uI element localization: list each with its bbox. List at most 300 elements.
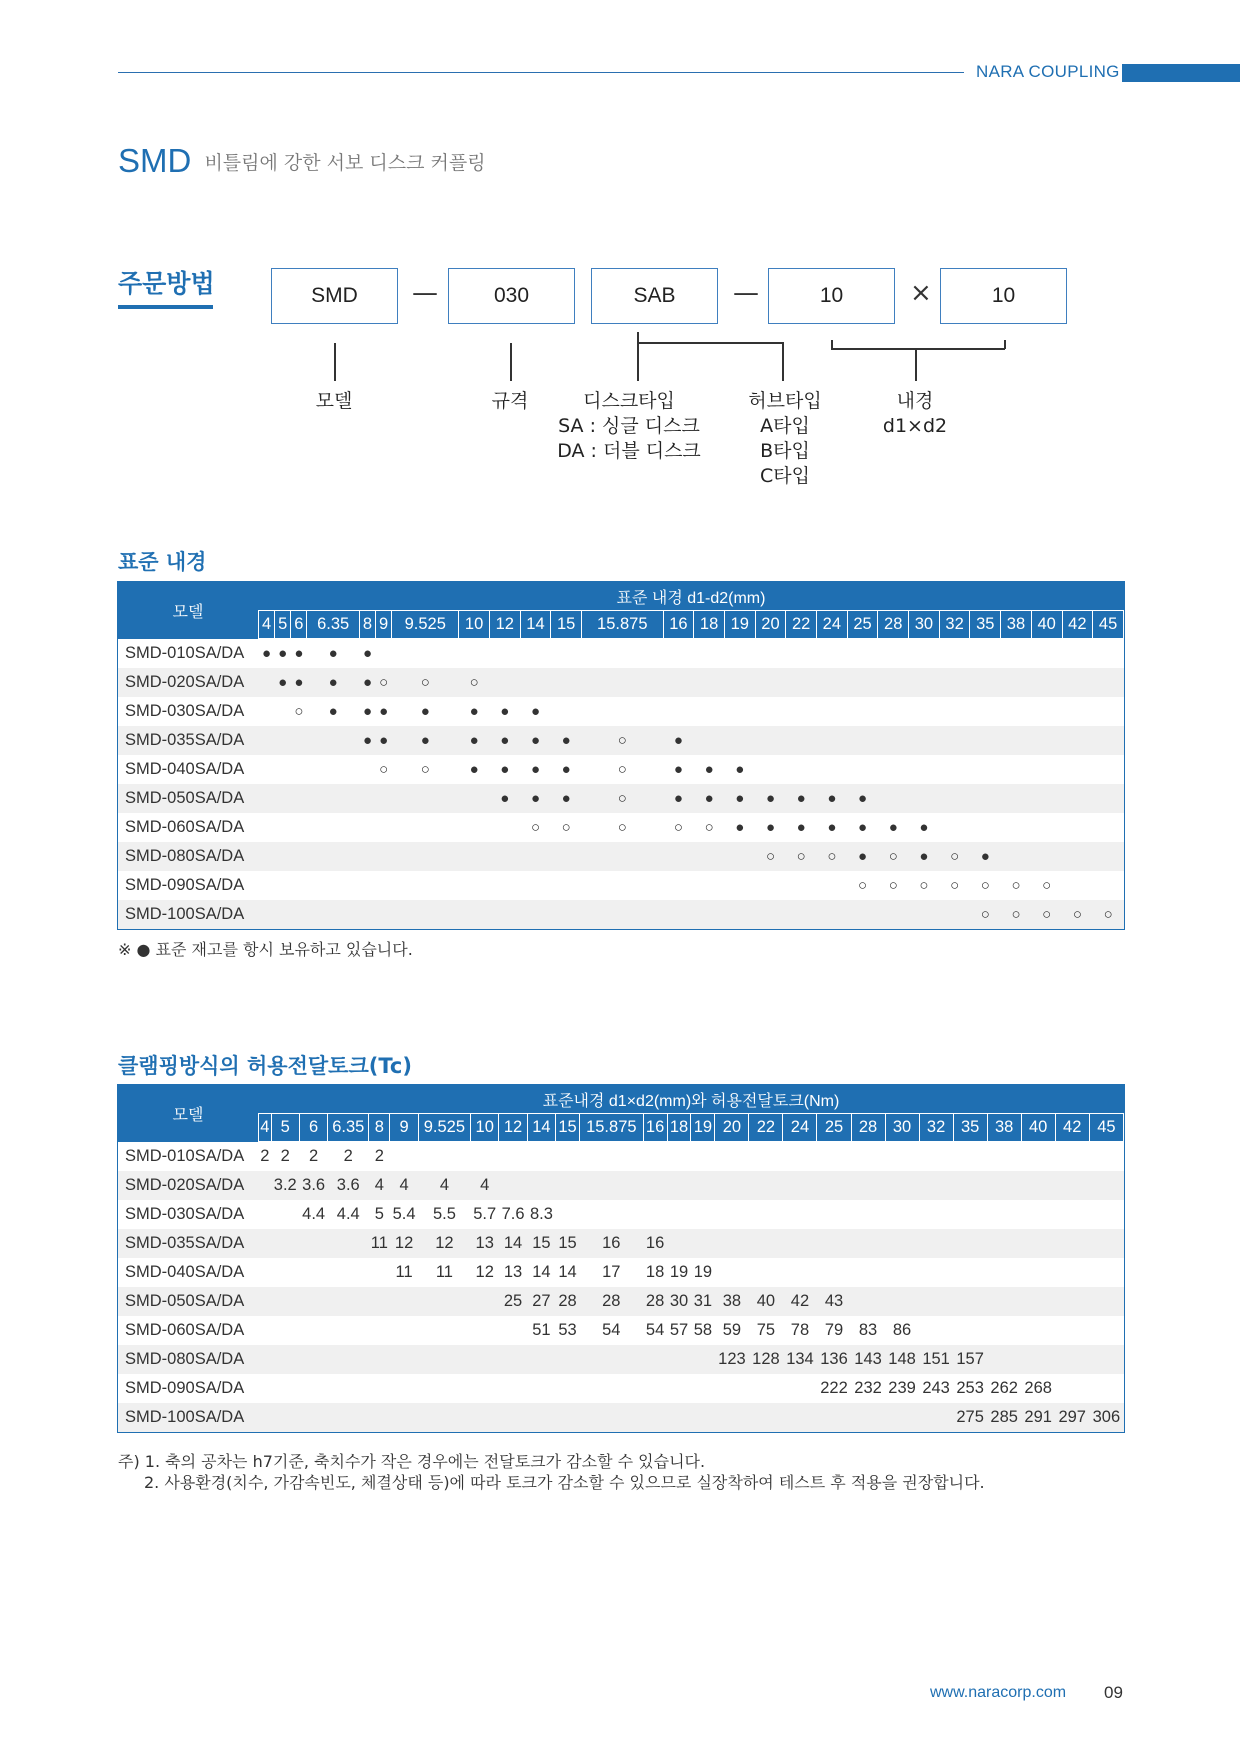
table-cell [643, 1374, 667, 1403]
label-hub-type [735, 389, 835, 489]
table-cell [259, 1403, 272, 1432]
table-cell [1062, 639, 1093, 669]
table-cell: 58 [693, 1321, 713, 1339]
table-cell: 30 [667, 1287, 691, 1316]
table-cell [749, 1258, 783, 1287]
table-cell [259, 1345, 272, 1374]
table-cell [749, 1200, 783, 1229]
table-cell [987, 1171, 1021, 1200]
table-cell [551, 871, 582, 900]
table-cell [291, 871, 307, 900]
table-cell [299, 1258, 327, 1287]
table-cell: ● [459, 726, 490, 755]
table-cell: 5 [374, 1205, 384, 1223]
table-cell [783, 1374, 817, 1403]
bore-table-model-header: 모델 [118, 582, 259, 639]
bore-table-column-headers [118, 611, 1124, 639]
table-cell: 4.4 [336, 1205, 360, 1223]
table-cell [817, 755, 848, 784]
table-cell: ● [673, 761, 683, 778]
table-cell [953, 1171, 987, 1200]
table-cell [1093, 639, 1124, 669]
table-cell [1031, 813, 1062, 842]
label-bore-title: 내경 [896, 390, 934, 412]
table-cell: 13 [471, 1229, 499, 1258]
table-cell [459, 813, 490, 842]
table-cell [694, 668, 725, 697]
torque-note-1: 주) 1. 축의 공차는 h7기준, 축치수가 작은 경우에는 전달토크가 감소할 수 있습니다. [118, 1452, 706, 1471]
torque-table [118, 1085, 1124, 1432]
table-cell [489, 871, 520, 900]
table-cell [392, 871, 459, 900]
table-cell [1001, 668, 1032, 697]
header-rule [118, 72, 964, 73]
table-cell [259, 755, 275, 784]
table-cell [817, 1142, 851, 1172]
label-hub-type-b: B타입 [760, 440, 810, 462]
title-model: SMD [118, 142, 192, 179]
table-cell [418, 1374, 470, 1403]
column-header: 16 [663, 611, 694, 639]
table-cell [1062, 668, 1093, 697]
table-row [118, 1258, 1124, 1287]
table-cell [291, 784, 307, 813]
connector-model [334, 343, 336, 381]
column-header: 25 [817, 1114, 851, 1142]
table-cell [359, 871, 375, 900]
table-cell [369, 1287, 390, 1316]
table-row [118, 639, 1124, 669]
table-cell [291, 726, 307, 755]
table-cell [275, 697, 291, 726]
table-cell [471, 1316, 499, 1345]
table-cell: 28 [643, 1287, 667, 1316]
table-cell: ○ [919, 877, 929, 894]
table-cell [390, 1287, 418, 1316]
table-cell [663, 871, 694, 900]
table-cell: ○ [420, 761, 430, 778]
table-cell: 11 [395, 1263, 413, 1281]
table-cell [878, 755, 909, 784]
table-cell: ○ [950, 877, 960, 894]
table-cell [939, 726, 970, 755]
table-cell [580, 1374, 644, 1403]
table-cell: ● [847, 842, 878, 871]
table-cell [1055, 1200, 1089, 1229]
table-cell [847, 755, 878, 784]
table-cell: ○ [970, 900, 1001, 929]
table-cell [909, 784, 940, 813]
table-cell: 243 [922, 1379, 950, 1397]
label-bore-format: d1×d2 [882, 415, 948, 437]
table-cell: ○ [939, 842, 970, 871]
order-heading: 주문방법 [118, 269, 215, 298]
table-cell [1031, 726, 1062, 755]
table-cell [1089, 1200, 1123, 1229]
column-header: 35 [970, 611, 1001, 639]
column-header: 8 [359, 611, 375, 639]
table-cell: 5.4 [392, 1205, 416, 1223]
table-cell [580, 1171, 644, 1200]
table-cell [1062, 726, 1093, 755]
table-cell: 25 [499, 1287, 527, 1316]
table-cell [376, 784, 392, 813]
table-cell [299, 1316, 327, 1345]
table-cell [691, 1229, 715, 1258]
table-cell: ○ [980, 877, 990, 894]
table-cell [885, 1287, 919, 1316]
table-cell [580, 1403, 644, 1432]
table-cell [1055, 1229, 1089, 1258]
table-cell: ○ [530, 819, 540, 836]
table-cell: 291 [1021, 1403, 1055, 1432]
column-header: 5 [275, 611, 291, 639]
table-cell [878, 784, 909, 813]
table-cell [1021, 1142, 1055, 1172]
table-cell [909, 900, 940, 929]
torque-table-model-header: 모델 [118, 1085, 259, 1142]
table-cell: 14 [532, 1263, 551, 1281]
table-cell [1055, 1171, 1089, 1200]
table-cell [275, 755, 291, 784]
table-row [118, 1287, 1124, 1316]
table-row [118, 1316, 1124, 1345]
table-cell [786, 755, 817, 784]
table-cell [299, 1229, 327, 1258]
table-cell: ● [704, 761, 714, 778]
table-cell [1055, 1142, 1089, 1172]
table-cell [939, 668, 970, 697]
table-cell: ○ [878, 842, 909, 871]
table-cell: 12 [390, 1229, 418, 1258]
row-model: SMD-040SA/DA [125, 1263, 245, 1281]
table-cell [471, 1403, 499, 1432]
footer-url[interactable]: www.naracorp.com [930, 1684, 1067, 1701]
table-row [118, 697, 1124, 726]
table-cell [987, 1316, 1021, 1345]
table-cell [786, 639, 817, 669]
table-cell [307, 813, 360, 842]
table-cell: ○ [582, 784, 664, 813]
table-cell: 157 [953, 1345, 987, 1374]
table-row [118, 1374, 1124, 1403]
table-cell [1031, 755, 1062, 784]
table-cell [919, 1258, 953, 1287]
label-hub-type-a: A타입 [760, 415, 810, 437]
table-cell [369, 1345, 390, 1374]
label-disc-type-title: 디스크타입 [583, 390, 675, 412]
column-header: 6 [291, 611, 307, 639]
table-cell [299, 1345, 327, 1374]
table-cell: 31 [691, 1287, 715, 1316]
table-cell [376, 842, 392, 871]
column-header: 6.35 [307, 611, 360, 639]
table-cell [715, 1403, 749, 1432]
table-cell [755, 871, 786, 900]
table-cell [499, 1374, 527, 1403]
table-cell: 151 [919, 1345, 953, 1374]
column-header: 42 [1055, 1114, 1089, 1142]
table-cell [691, 1200, 715, 1229]
label-disc-type-da: DA : 더블 디스크 [557, 440, 701, 462]
table-cell [885, 1403, 919, 1432]
table-cell [715, 1200, 749, 1229]
table-cell [259, 871, 275, 900]
table-cell [359, 784, 375, 813]
table-cell [489, 813, 520, 842]
table-cell [715, 1258, 749, 1287]
table-cell [749, 1229, 783, 1258]
table-cell [663, 900, 694, 929]
table-cell [520, 842, 551, 871]
table-cell [1031, 784, 1062, 813]
table-cell [939, 900, 970, 929]
row-model: SMD-030SA/DA [125, 702, 245, 720]
table-cell [580, 1200, 644, 1229]
table-cell [259, 1229, 272, 1258]
column-header: 10 [471, 1114, 499, 1142]
table-cell [582, 900, 664, 929]
table-cell [390, 1374, 418, 1403]
table-cell [520, 668, 551, 697]
table-cell [667, 1403, 691, 1432]
table-cell [643, 1403, 667, 1432]
table-cell [499, 1171, 527, 1200]
table-cell [755, 900, 786, 929]
table-row [118, 900, 1124, 929]
table-cell [471, 1374, 499, 1403]
table-cell [1055, 1374, 1089, 1403]
column-header: 30 [909, 611, 940, 639]
table-row [118, 1229, 1124, 1258]
table-cell: 262 [990, 1379, 1018, 1397]
row-model: SMD-020SA/DA [118, 1171, 259, 1200]
table-cell [459, 900, 490, 929]
table-cell: 128 [749, 1345, 783, 1374]
table-cell [328, 1229, 369, 1258]
table-cell [970, 755, 1001, 784]
table-cell [970, 697, 1001, 726]
table-cell [1089, 1229, 1123, 1258]
table-cell: 11 [369, 1229, 390, 1258]
column-header: 25 [847, 611, 878, 639]
table-cell [556, 1200, 580, 1229]
table-cell: ● [765, 819, 776, 836]
table-cell [663, 697, 694, 726]
table-cell [691, 1171, 715, 1200]
table-cell: 19 [669, 1263, 689, 1281]
table-cell [489, 639, 520, 669]
table-cell: ● [786, 784, 817, 813]
table-cell [851, 1287, 885, 1316]
table-cell [520, 639, 551, 669]
table-cell: 83 [858, 1321, 878, 1339]
table-cell: 2 [280, 1147, 290, 1165]
column-header: 9.525 [418, 1114, 470, 1142]
table-cell [786, 871, 817, 900]
table-cell [755, 639, 786, 669]
table-cell [580, 1142, 644, 1172]
table-cell: 13 [503, 1263, 523, 1281]
table-cell: 5.7 [473, 1205, 497, 1223]
table-cell: ● [755, 784, 786, 813]
table-cell [715, 1374, 749, 1403]
table-cell [1055, 1258, 1089, 1287]
table-cell [1062, 842, 1093, 871]
table-cell [663, 639, 694, 669]
table-cell [527, 1142, 555, 1172]
page-number: 09 [1104, 1683, 1123, 1702]
table-cell: 268 [1024, 1379, 1052, 1397]
table-cell: ● [735, 819, 745, 836]
column-header: 18 [667, 1114, 691, 1142]
column-header: 32 [919, 1114, 953, 1142]
table-cell [786, 900, 817, 929]
table-cell [307, 755, 360, 784]
table-cell [551, 668, 582, 697]
connector-bore [915, 348, 917, 381]
connector-size [510, 343, 512, 381]
column-header: 20 [715, 1114, 749, 1142]
table-cell: 285 [987, 1403, 1021, 1432]
table-cell [919, 1229, 953, 1258]
table-row [118, 871, 1124, 900]
table-cell [376, 900, 392, 929]
table-cell: ● [489, 726, 520, 755]
table-cell [499, 1345, 527, 1374]
table-cell: 19 [693, 1263, 713, 1281]
table-cell [271, 1316, 299, 1345]
table-cell [783, 1403, 817, 1432]
table-cell [527, 1403, 555, 1432]
order-heading-underline [118, 305, 213, 309]
table-cell [1062, 755, 1093, 784]
table-cell [307, 900, 360, 929]
table-cell [783, 1142, 817, 1172]
table-cell [580, 1345, 644, 1374]
column-header: 32 [939, 611, 970, 639]
table-cell [551, 900, 582, 929]
row-model: SMD-035SA/DA [118, 726, 259, 755]
table-cell: 3.2 [271, 1171, 299, 1200]
table-cell [328, 1345, 369, 1374]
table-cell: ● [530, 761, 540, 778]
table-cell: ● [919, 819, 929, 836]
order-separator-2: — [733, 278, 759, 308]
table-row [118, 726, 1124, 755]
table-cell [582, 697, 664, 726]
column-header: 20 [755, 611, 786, 639]
table-cell [909, 639, 940, 669]
table-cell [376, 639, 392, 669]
label-size: 규격 [491, 390, 529, 412]
table-cell [885, 1171, 919, 1200]
column-header: 15.875 [580, 1114, 644, 1142]
table-cell: 78 [790, 1321, 810, 1339]
table-cell [939, 755, 970, 784]
table-cell: 275 [953, 1403, 987, 1432]
table-cell [369, 1316, 390, 1345]
table-cell [259, 697, 275, 726]
table-cell [851, 1171, 885, 1200]
table-cell: 40 [749, 1287, 783, 1316]
table-cell: 143 [851, 1345, 885, 1374]
table-cell: 12 [418, 1229, 470, 1258]
table-cell [1089, 1345, 1123, 1374]
table-cell: ○ [858, 877, 868, 894]
table-cell [392, 813, 459, 842]
table-cell [694, 697, 725, 726]
table-cell [489, 842, 520, 871]
table-cell: ● [328, 645, 338, 662]
table-cell [1001, 784, 1032, 813]
order-box-model: SMD [271, 268, 398, 324]
table-cell: 28 [580, 1287, 644, 1316]
table-cell [392, 784, 459, 813]
column-header: 10 [459, 611, 490, 639]
table-cell [1001, 813, 1032, 842]
column-header: 45 [1093, 611, 1124, 639]
table-cell [259, 1171, 272, 1200]
table-cell [1001, 726, 1032, 755]
table-cell [694, 726, 725, 755]
table-cell [970, 784, 1001, 813]
column-header: 24 [783, 1114, 817, 1142]
table-cell: ● [469, 761, 479, 778]
table-cell: ● [500, 703, 510, 720]
table-cell [392, 639, 459, 669]
column-header: 42 [1062, 611, 1093, 639]
table-cell: ○ [617, 819, 627, 836]
table-cell [271, 1403, 299, 1432]
table-cell [667, 1200, 691, 1229]
table-cell: ○ [1042, 877, 1052, 894]
table-cell [1001, 842, 1032, 871]
table-cell [520, 900, 551, 929]
table-cell: ● [500, 761, 510, 778]
row-model: SMD-100SA/DA [118, 900, 259, 929]
table-cell [694, 871, 725, 900]
table-cell [1021, 1287, 1055, 1316]
table-cell [987, 1345, 1021, 1374]
table-cell [275, 784, 291, 813]
table-cell [582, 871, 664, 900]
table-cell: ● [520, 784, 551, 813]
table-cell: 54 [602, 1321, 621, 1339]
bore-table-note: ※ ● 표준 재고를 항시 보유하고 있습니다. [118, 940, 413, 959]
table-cell [715, 1142, 749, 1172]
table-cell [359, 755, 375, 784]
table-cell [259, 813, 275, 842]
table-cell: 4 [369, 1171, 390, 1200]
column-header: 22 [749, 1114, 783, 1142]
table-cell [527, 1171, 555, 1200]
table-cell [582, 842, 664, 871]
table-cell [953, 1229, 987, 1258]
table-cell: 7.6 [501, 1205, 525, 1223]
table-cell [919, 1142, 953, 1172]
table-cell: 15 [527, 1229, 555, 1258]
table-cell [817, 639, 848, 669]
table-cell [987, 1142, 1021, 1172]
table-cell [919, 1171, 953, 1200]
table-cell: ● [376, 726, 392, 755]
column-header: 15.875 [582, 611, 664, 639]
table-cell [953, 1142, 987, 1172]
column-header: 15 [551, 611, 582, 639]
table-cell [1031, 842, 1062, 871]
table-cell [691, 1403, 715, 1432]
